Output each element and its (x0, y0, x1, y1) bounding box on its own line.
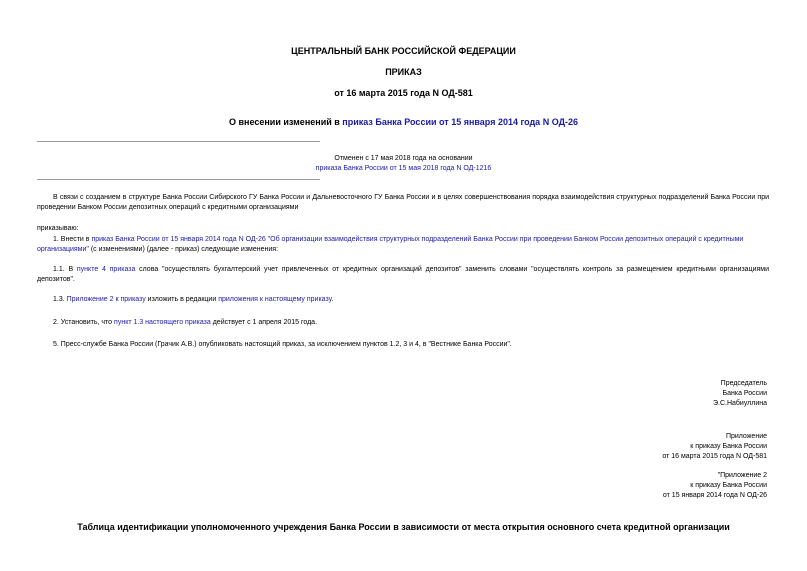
item-1-3-link2[interactable]: приложения к настоящему приказу (218, 296, 332, 303)
item-1-3-middle: изложить в редакции (145, 296, 219, 303)
item-1-3 (53, 295, 769, 305)
doc-title (0, 117, 807, 127)
item-1-suffix: (с изменениями) (далее - приказ) следующие изменения: (88, 246, 279, 253)
appendix-line1: Приложение (725, 433, 767, 440)
item-1-3-suffix: . (331, 296, 334, 303)
cancel-note-link[interactable]: приказа Банка России от 15 мая 2018 года N ОД-1216 (315, 165, 492, 172)
order-word: приказываю: (37, 225, 79, 232)
appendix2-line1: "Приложение 2 (717, 472, 767, 479)
cancel-note-line1: Отменен с 17 мая 2018 года на основании (334, 155, 473, 162)
doc-type: ПРИКАЗ (385, 67, 422, 77)
org-name: ЦЕНТРАЛЬНЫЙ БАНК РОССИЙСКОЙ ФЕДЕРАЦИИ (291, 46, 516, 56)
item-1-3-link1[interactable]: Приложение 2 к приказу (66, 296, 146, 303)
item-2-suffix: действует с 1 апреля 2015 года. (210, 319, 318, 326)
cancel-note (0, 154, 807, 174)
item-1-1-link[interactable]: пункте 4 приказа (76, 266, 136, 273)
item-2-link[interactable]: пункт 1.3 настоящего приказа (114, 319, 211, 326)
item-1-link[interactable]: приказ Банка России от 15 января 2014 года N ОД-26 "Об организации взаимодействия структурных подразделений Банка России при проведении Банком России депозитных операций с кредитными организациями" (37, 236, 744, 253)
signature-line3: Э.С.Набиуллина (712, 400, 767, 407)
item-1-1 (37, 265, 769, 285)
item-1-prefix: 1. Внести в (53, 236, 92, 243)
item-5: 5. Пресс-службе Банка России (Грачик А.В.) опубликовать настоящий приказ, за исключением пунктов 1.2, 3 и 4, в "Вестнике Банка России". (53, 341, 512, 348)
preamble: В связи с созданием в структуре Банка России Сибирского ГУ Банка России и Дальневосточного ГУ Банка России и в целях совершенствования порядка взаимодействия структурных подразделений Банка России при проведении Банком России депозитных операций с кредитными организациями (37, 194, 769, 211)
appendix2-line3: от 15 января 2014 года N ОД-26 (662, 492, 767, 499)
signature-line2: Банка России (722, 390, 767, 397)
item-1-3-num: 1.3. (53, 296, 67, 303)
table-title: Таблица идентификации уполномоченного учреждения Банка России в зависимости от места открытия основного счета кредитной организации (77, 522, 730, 532)
item-2 (53, 318, 769, 328)
appendix2-line2: к приказу Банка России (690, 482, 767, 489)
signature-line1: Председатель (720, 380, 767, 387)
divider-top (37, 141, 320, 142)
doc-title-link[interactable]: приказ Банка России от 15 января 2014 года N ОД-26 (342, 117, 578, 127)
signature-block (713, 379, 767, 409)
appendix2-block (663, 471, 767, 501)
appendix-block (662, 432, 767, 462)
doc-title-prefix: О внесении изменений в (229, 117, 343, 127)
item-1 (37, 235, 769, 255)
doc-date-number: от 16 марта 2015 года N ОД-581 (334, 88, 473, 98)
item-1-1-suffix: слова "осуществлять бухгалтерский учет привлеченных от кредитных организаций депозитов" заменить словами "осуществлять контроль за размещением кредитными организациями депозитов". (37, 266, 770, 283)
divider-bottom (37, 179, 320, 180)
item-1-1-prefix: 1.1. В (53, 266, 77, 273)
appendix-line2: к приказу Банка России (690, 443, 767, 450)
appendix-line3: от 16 марта 2015 года N ОД-581 (662, 453, 767, 460)
item-2-prefix: 2. Установить, что (53, 319, 115, 326)
